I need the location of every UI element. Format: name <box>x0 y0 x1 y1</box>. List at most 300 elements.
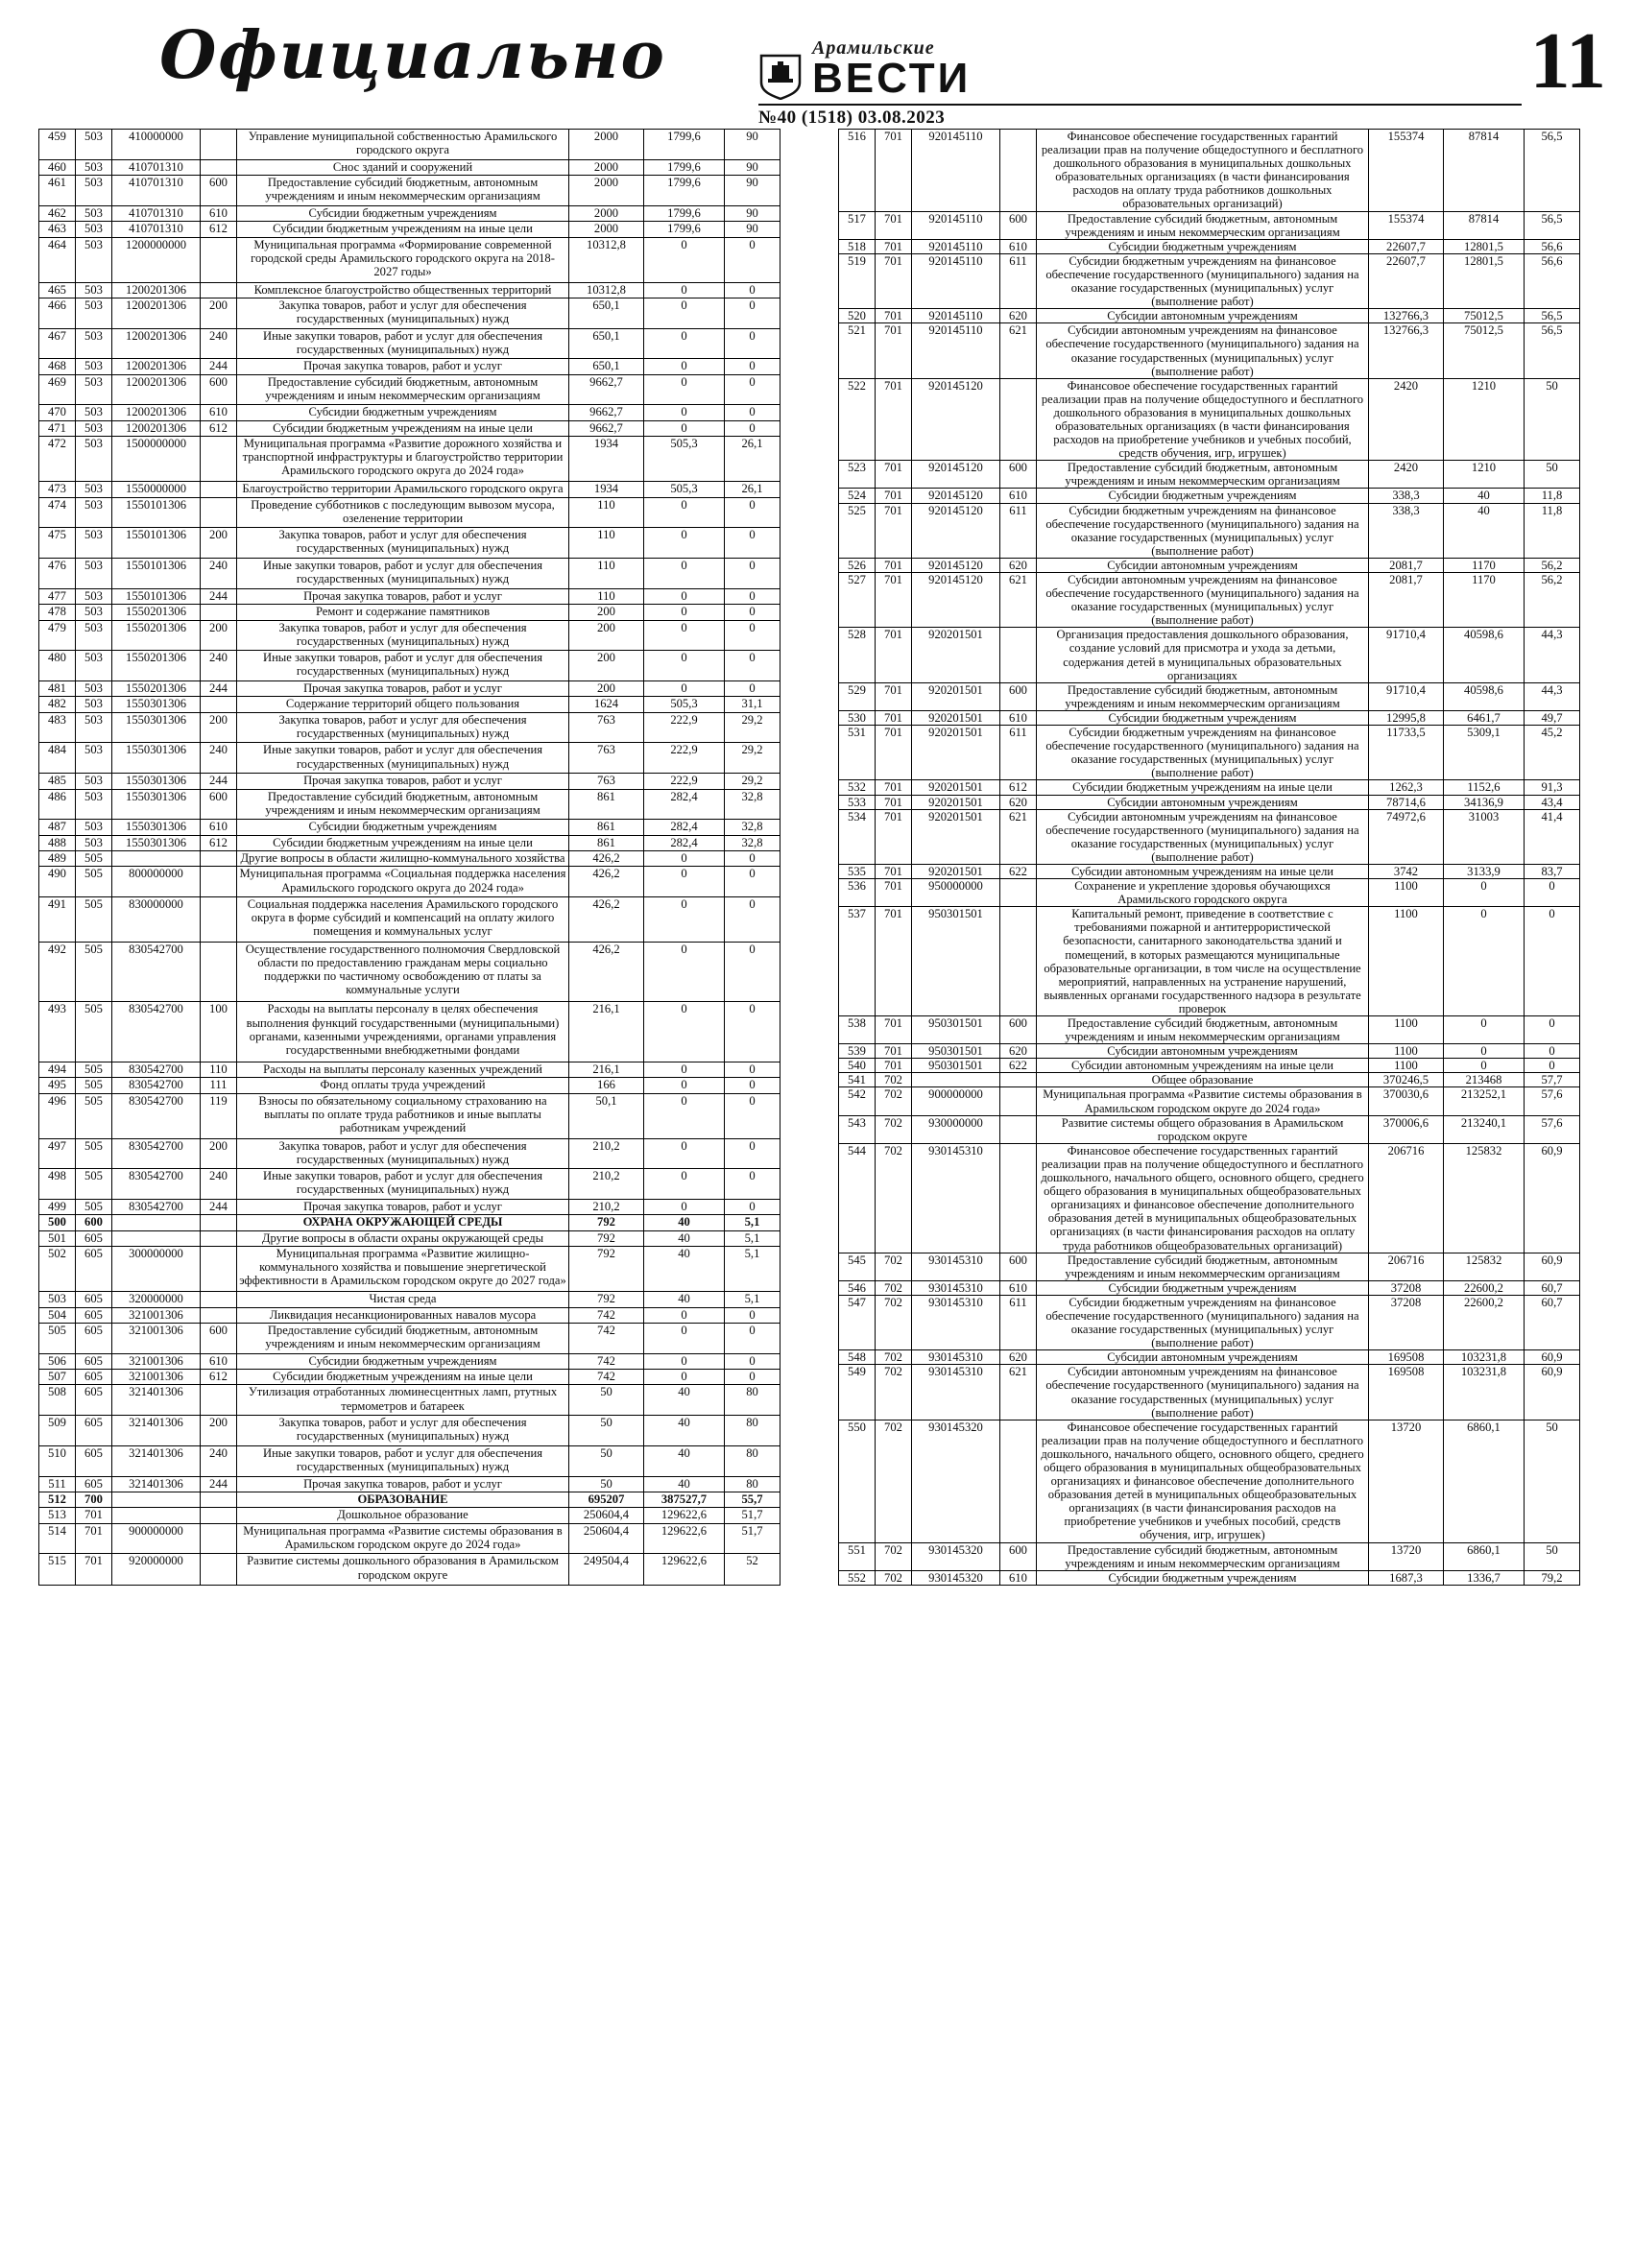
plan-value-cell: 650,1 <box>569 328 644 359</box>
percent-value-cell: 56,6 <box>1525 253 1580 308</box>
percent-value-cell: 80 <box>725 1416 780 1446</box>
expense-name-cell: Субсидии бюджетным учреждениям на финансовое обеспечение государственного (муниципального) задания на оказание государственных (муниципальных) услуг (выполнение работ) <box>1037 503 1369 558</box>
percent-value-cell: 56,5 <box>1525 309 1580 323</box>
plan-value-cell: 110 <box>569 588 644 604</box>
expense-name-cell: Организация предоставления дошкольного образования, создание условий для присмотра и ухода за детьми, содержания детей в муниципальных образовательных организациях <box>1037 628 1369 682</box>
percent-value-cell: 32,8 <box>725 820 780 835</box>
expense-type-cell: 610 <box>201 205 237 221</box>
plan-value-cell: 763 <box>569 743 644 774</box>
row-number-cell: 492 <box>39 943 76 1002</box>
expense-type-cell: 610 <box>201 820 237 835</box>
fact-value-cell: 387527,7 <box>644 1492 725 1507</box>
expense-type-cell: 111 <box>201 1078 237 1093</box>
expense-name-cell: Субсидии бюджетным учреждениям <box>237 1353 569 1369</box>
target-article-cell: 930145320 <box>912 1542 1000 1570</box>
expense-type-cell <box>201 437 237 482</box>
table-row <box>39 867 780 897</box>
fact-value-cell: 3133,9 <box>1444 864 1525 878</box>
brand-name-top: Арамильские <box>812 37 935 59</box>
percent-value-cell: 56,5 <box>1525 211 1580 239</box>
expense-type-cell: 600 <box>1000 1253 1037 1280</box>
percent-value-cell: 0 <box>725 497 780 528</box>
plan-value-cell: 10312,8 <box>569 237 644 282</box>
target-article-cell: 830542700 <box>112 1138 201 1169</box>
chapter-code-cell: 503 <box>76 176 112 206</box>
plan-value-cell: 250604,4 <box>569 1523 644 1554</box>
chapter-code-cell: 702 <box>876 1115 912 1143</box>
target-article-cell: 1550301306 <box>112 712 201 743</box>
fact-value-cell: 0 <box>644 497 725 528</box>
expense-type-cell <box>201 1230 237 1246</box>
percent-value-cell: 0 <box>1525 907 1580 1016</box>
row-number-cell: 546 <box>839 1280 876 1295</box>
budget-table-right <box>838 129 1580 1586</box>
percent-value-cell: 0 <box>725 328 780 359</box>
row-number-cell: 521 <box>839 323 876 378</box>
expense-name-cell: Предоставление субсидий бюджетным, автономным учреждениям и иным некоммерческим организациям <box>237 1324 569 1354</box>
page-number: 11 <box>1529 16 1606 106</box>
chapter-code-cell: 701 <box>876 211 912 239</box>
row-number-cell: 523 <box>839 461 876 489</box>
expense-type-cell <box>1000 1143 1037 1253</box>
row-number-cell: 467 <box>39 328 76 359</box>
expense-type-cell <box>201 1508 237 1523</box>
fact-value-cell: 0 <box>644 588 725 604</box>
plan-value-cell: 50 <box>569 1445 644 1476</box>
percent-value-cell: 56,2 <box>1525 558 1580 572</box>
percent-value-cell: 0 <box>1525 1059 1580 1073</box>
chapter-code-cell: 702 <box>876 1087 912 1115</box>
fact-value-cell: 0 <box>1444 879 1525 907</box>
percent-value-cell: 90 <box>725 222 780 237</box>
table-row <box>839 780 1580 795</box>
chapter-code-cell: 701 <box>876 130 912 212</box>
fact-value-cell: 0 <box>644 1093 725 1138</box>
target-article-cell: 930145320 <box>912 1570 1000 1585</box>
fact-value-cell: 103231,8 <box>1444 1350 1525 1365</box>
fact-value-cell: 40 <box>644 1292 725 1307</box>
plan-value-cell: 861 <box>569 835 644 850</box>
table-row <box>39 1200 780 1215</box>
plan-value-cell: 210,2 <box>569 1138 644 1169</box>
chapter-code-cell: 702 <box>876 1253 912 1280</box>
percent-value-cell: 0 <box>725 943 780 1002</box>
fact-value-cell: 103231,8 <box>1444 1365 1525 1420</box>
chapter-code-cell: 505 <box>76 1138 112 1169</box>
plan-value-cell: 110 <box>569 559 644 589</box>
expense-name-cell: Предоставление субсидий бюджетным, автономным учреждениям и иным некоммерческим организациям <box>237 789 569 820</box>
plan-value-cell: 216,1 <box>569 1002 644 1062</box>
chapter-code-cell: 701 <box>876 573 912 628</box>
row-number-cell: 512 <box>39 1492 76 1507</box>
expense-type-cell: 611 <box>1000 503 1037 558</box>
target-article-cell: 1550101306 <box>112 588 201 604</box>
expense-name-cell: Иные закупки товаров, работ и услуг для обеспечения государственных (муниципальных) нужд <box>237 651 569 681</box>
table-row <box>839 1115 1580 1143</box>
target-article-cell <box>912 1073 1000 1087</box>
table-row <box>39 851 780 867</box>
percent-value-cell: 49,7 <box>1525 710 1580 725</box>
brand-name-bottom: ВЕСТИ <box>812 55 972 102</box>
fact-value-cell: 1170 <box>1444 573 1525 628</box>
table-row <box>39 1062 780 1077</box>
target-article-cell: 1200201306 <box>112 328 201 359</box>
expense-name-cell: Иные закупки товаров, работ и услуг для обеспечения государственных (муниципальных) нужд <box>237 328 569 359</box>
plan-value-cell: 792 <box>569 1247 644 1292</box>
chapter-code-cell: 505 <box>76 943 112 1002</box>
expense-name-cell: Осуществление государственного полномочия Свердловской области по предоставлению гражданам меры социально поддержки по частичному освобождению от платы за коммунальные услуги <box>237 943 569 1002</box>
plan-value-cell: 2420 <box>1369 378 1444 461</box>
percent-value-cell: 57,6 <box>1525 1087 1580 1115</box>
table-row <box>39 1476 780 1492</box>
chapter-code-cell: 605 <box>76 1292 112 1307</box>
target-article-cell: 920145120 <box>912 573 1000 628</box>
chapter-code-cell: 503 <box>76 680 112 696</box>
table-row <box>839 503 1580 558</box>
target-article-cell: 410701310 <box>112 205 201 221</box>
expense-type-cell <box>201 237 237 282</box>
table-row <box>839 378 1580 461</box>
expense-type-cell <box>201 697 237 712</box>
chapter-code-cell: 702 <box>876 1365 912 1420</box>
target-article-cell: 1200201306 <box>112 374 201 405</box>
row-number-cell: 527 <box>839 573 876 628</box>
expense-name-cell: Финансовое обеспечение государственных гарантий реализации прав на получение общедоступного и бесплатного дошкольного образования в муниципальных дошкольных образовательных организациях (в части финансирования расходов на оплату труда работников дошкольных образовательных организаций) <box>1037 130 1369 212</box>
expense-name-cell: Закупка товаров, работ и услуг для обеспечения государственных (муниципальных) нужд <box>237 1138 569 1169</box>
row-number-cell: 461 <box>39 176 76 206</box>
expense-type-cell: 621 <box>1000 323 1037 378</box>
percent-value-cell: 0 <box>725 651 780 681</box>
percent-value-cell: 32,8 <box>725 835 780 850</box>
chapter-code-cell: 605 <box>76 1370 112 1385</box>
fact-value-cell: 0 <box>644 867 725 897</box>
target-article-cell: 950000000 <box>912 879 1000 907</box>
target-article-cell: 321001306 <box>112 1324 201 1354</box>
fact-value-cell: 5309,1 <box>1444 726 1525 780</box>
expense-type-cell: 200 <box>201 620 237 651</box>
target-article-cell: 920145110 <box>912 211 1000 239</box>
fact-value-cell: 0 <box>644 298 725 328</box>
row-number-cell: 515 <box>39 1554 76 1585</box>
expense-name-cell: Субсидии бюджетным учреждениям на финансовое обеспечение государственного (муниципального) задания на оказание государственных (муниципальных) услуг (выполнение работ) <box>1037 253 1369 308</box>
expense-name-cell: Прочая закупка товаров, работ и услуг <box>237 1476 569 1492</box>
target-article-cell: 830542700 <box>112 943 201 1002</box>
target-article-cell: 830542700 <box>112 1169 201 1200</box>
fact-value-cell: 0 <box>644 1200 725 1215</box>
chapter-code-cell: 701 <box>876 1044 912 1059</box>
table-row <box>39 605 780 620</box>
row-number-cell: 511 <box>39 1476 76 1492</box>
expense-name-cell: Другие вопросы в области жилищно-коммунального хозяйства <box>237 851 569 867</box>
fact-value-cell: 1799,6 <box>644 205 725 221</box>
fact-value-cell: 0 <box>644 282 725 298</box>
target-article-cell: 920201501 <box>912 710 1000 725</box>
row-number-cell: 466 <box>39 298 76 328</box>
target-article-cell: 1200201306 <box>112 282 201 298</box>
row-number-cell: 510 <box>39 1445 76 1476</box>
percent-value-cell: 0 <box>1525 1044 1580 1059</box>
row-number-cell: 480 <box>39 651 76 681</box>
percent-value-cell: 60,9 <box>1525 1143 1580 1253</box>
expense-type-cell: 100 <box>201 1002 237 1062</box>
row-number-cell: 471 <box>39 420 76 436</box>
expense-name-cell: Субсидии бюджетным учреждениям <box>1037 710 1369 725</box>
row-number-cell: 505 <box>39 1324 76 1354</box>
percent-value-cell: 56,2 <box>1525 573 1580 628</box>
table-row <box>839 253 1580 308</box>
target-article-cell: 920145120 <box>912 503 1000 558</box>
chapter-code-cell: 503 <box>76 743 112 774</box>
table-row <box>39 588 780 604</box>
fact-value-cell: 40598,6 <box>1444 628 1525 682</box>
target-article-cell: 410701310 <box>112 159 201 175</box>
expense-name-cell: Закупка товаров, работ и услуг для обеспечения государственных (муниципальных) нужд <box>237 620 569 651</box>
chapter-code-cell: 503 <box>76 205 112 221</box>
row-number-cell: 500 <box>39 1215 76 1230</box>
target-article-cell: 830542700 <box>112 1093 201 1138</box>
plan-value-cell: 426,2 <box>569 851 644 867</box>
table-row <box>839 1143 1580 1253</box>
plan-value-cell: 166 <box>569 1078 644 1093</box>
row-number-cell: 530 <box>839 710 876 725</box>
expense-type-cell: 119 <box>201 1093 237 1138</box>
row-number-cell: 529 <box>839 682 876 710</box>
chapter-code-cell: 702 <box>876 1350 912 1365</box>
expense-name-cell: Муниципальная программа «Развитие системы образования в Арамильском городском округе до 2024 года» <box>1037 1087 1369 1115</box>
table-row <box>839 1073 1580 1087</box>
row-number-cell: 533 <box>839 795 876 809</box>
expense-type-cell <box>201 867 237 897</box>
chapter-code-cell: 505 <box>76 867 112 897</box>
expense-type-cell: 612 <box>201 222 237 237</box>
target-article-cell: 920145110 <box>912 239 1000 253</box>
row-number-cell: 478 <box>39 605 76 620</box>
percent-value-cell: 26,1 <box>725 482 780 497</box>
expense-name-cell: Содержание территорий общего пользования <box>237 697 569 712</box>
table-row <box>39 176 780 206</box>
plan-value-cell: 22607,7 <box>1369 253 1444 308</box>
plan-value-cell: 650,1 <box>569 359 644 374</box>
target-article-cell: 930145310 <box>912 1280 1000 1295</box>
fact-value-cell: 1210 <box>1444 461 1525 489</box>
target-article-cell <box>112 1492 201 1507</box>
target-article-cell: 830000000 <box>112 897 201 943</box>
plan-value-cell: 2081,7 <box>1369 558 1444 572</box>
target-article-cell: 950301501 <box>912 1016 1000 1044</box>
expense-name-cell: Субсидии бюджетным учреждениям на иные цели <box>237 222 569 237</box>
percent-value-cell: 80 <box>725 1385 780 1416</box>
plan-value-cell: 1934 <box>569 482 644 497</box>
percent-value-cell: 60,7 <box>1525 1280 1580 1295</box>
plan-value-cell: 91710,4 <box>1369 628 1444 682</box>
row-number-cell: 531 <box>839 726 876 780</box>
expense-type-cell: 244 <box>201 588 237 604</box>
chapter-code-cell: 503 <box>76 405 112 420</box>
row-number-cell: 543 <box>839 1115 876 1143</box>
target-article-cell: 1200201306 <box>112 359 201 374</box>
fact-value-cell: 0 <box>644 420 725 436</box>
row-number-cell: 545 <box>839 1253 876 1280</box>
row-number-cell: 535 <box>839 864 876 878</box>
row-number-cell: 499 <box>39 1200 76 1215</box>
row-number-cell: 479 <box>39 620 76 651</box>
expense-name-cell: Закупка товаров, работ и услуг для обеспечения государственных (муниципальных) нужд <box>237 298 569 328</box>
target-article-cell: 1550201306 <box>112 620 201 651</box>
plan-value-cell: 50 <box>569 1385 644 1416</box>
table-row <box>839 461 1580 489</box>
percent-value-cell: 0 <box>1525 1016 1580 1044</box>
target-article-cell: 1550301306 <box>112 774 201 789</box>
chapter-code-cell: 503 <box>76 528 112 559</box>
percent-value-cell: 52 <box>725 1554 780 1585</box>
expense-name-cell: ОБРАЗОВАНИЕ <box>237 1492 569 1507</box>
row-number-cell: 490 <box>39 867 76 897</box>
table-row <box>39 1138 780 1169</box>
expense-name-cell: Субсидии бюджетным учреждениям на иные цели <box>237 1370 569 1385</box>
target-article-cell: 1550201306 <box>112 605 201 620</box>
fact-value-cell: 0 <box>644 1324 725 1354</box>
fact-value-cell: 1799,6 <box>644 130 725 160</box>
row-number-cell: 550 <box>839 1420 876 1542</box>
expense-name-cell: Субсидии бюджетным учреждениям на иные цели <box>237 835 569 850</box>
expense-name-cell: Прочая закупка товаров, работ и услуг <box>237 680 569 696</box>
target-article-cell: 930145310 <box>912 1143 1000 1253</box>
target-article-cell: 321001306 <box>112 1307 201 1323</box>
row-number-cell: 501 <box>39 1230 76 1246</box>
expense-type-cell <box>201 1492 237 1507</box>
table-row <box>839 907 1580 1016</box>
target-article-cell: 930145310 <box>912 1365 1000 1420</box>
header-divider <box>758 104 1522 106</box>
table-row <box>839 1253 1580 1280</box>
expense-type-cell: 600 <box>201 1324 237 1354</box>
table-row <box>839 682 1580 710</box>
fact-value-cell: 22600,2 <box>1444 1295 1525 1349</box>
issue-info: №40 (1518) 03.08.2023 <box>758 107 946 128</box>
fact-value-cell: 0 <box>644 559 725 589</box>
row-number-cell: 528 <box>839 628 876 682</box>
chapter-code-cell: 503 <box>76 420 112 436</box>
chapter-code-cell: 503 <box>76 620 112 651</box>
expense-type-cell: 244 <box>201 774 237 789</box>
plan-value-cell: 763 <box>569 712 644 743</box>
percent-value-cell: 5,1 <box>725 1215 780 1230</box>
plan-value-cell: 742 <box>569 1307 644 1323</box>
target-article-cell: 1550301306 <box>112 743 201 774</box>
plan-value-cell: 742 <box>569 1370 644 1385</box>
table-row <box>839 726 1580 780</box>
table-row <box>839 489 1580 503</box>
fact-value-cell: 0 <box>644 605 725 620</box>
chapter-code-cell: 701 <box>876 780 912 795</box>
table-row <box>839 1350 1580 1365</box>
percent-value-cell: 0 <box>725 282 780 298</box>
chapter-code-cell: 605 <box>76 1385 112 1416</box>
plan-value-cell: 2000 <box>569 130 644 160</box>
chapter-code-cell: 702 <box>876 1143 912 1253</box>
expense-name-cell: Предоставление субсидий бюджетным, автономным учреждениям и иным некоммерческим организациям <box>1037 461 1369 489</box>
row-number-cell: 537 <box>839 907 876 1016</box>
expense-type-cell: 240 <box>201 651 237 681</box>
plan-value-cell: 792 <box>569 1230 644 1246</box>
chapter-code-cell: 702 <box>876 1280 912 1295</box>
expense-type-cell <box>201 1247 237 1292</box>
percent-value-cell: 44,3 <box>1525 682 1580 710</box>
percent-value-cell: 11,8 <box>1525 503 1580 558</box>
fact-value-cell: 6461,7 <box>1444 710 1525 725</box>
plan-value-cell: 200 <box>569 605 644 620</box>
row-number-cell: 465 <box>39 282 76 298</box>
chapter-code-cell: 605 <box>76 1247 112 1292</box>
percent-value-cell: 0 <box>725 420 780 436</box>
expense-name-cell: Прочая закупка товаров, работ и услуг <box>237 359 569 374</box>
target-article-cell: 830542700 <box>112 1002 201 1062</box>
fact-value-cell: 40 <box>644 1230 725 1246</box>
table-row <box>39 405 780 420</box>
fact-value-cell: 40 <box>1444 489 1525 503</box>
expense-type-cell: 610 <box>1000 489 1037 503</box>
expense-type-cell: 244 <box>201 1200 237 1215</box>
expense-type-cell <box>201 897 237 943</box>
plan-value-cell: 1100 <box>1369 1044 1444 1059</box>
expense-name-cell: Предоставление субсидий бюджетным, автономным учреждениям и иным некоммерческим организациям <box>1037 1016 1369 1044</box>
target-article-cell: 930145310 <box>912 1253 1000 1280</box>
fact-value-cell: 40 <box>644 1385 725 1416</box>
target-article-cell: 830542700 <box>112 1200 201 1215</box>
chapter-code-cell: 503 <box>76 482 112 497</box>
chapter-code-cell: 503 <box>76 774 112 789</box>
chapter-code-cell: 505 <box>76 1169 112 1200</box>
plan-value-cell: 1100 <box>1369 1016 1444 1044</box>
chapter-code-cell: 605 <box>76 1353 112 1369</box>
expense-type-cell: 611 <box>1000 1295 1037 1349</box>
row-number-cell: 469 <box>39 374 76 405</box>
fact-value-cell: 0 <box>644 1307 725 1323</box>
expense-type-cell <box>1000 879 1037 907</box>
fact-value-cell: 0 <box>644 405 725 420</box>
expense-name-cell: Субсидии бюджетным учреждениям на иные цели <box>1037 780 1369 795</box>
percent-value-cell: 0 <box>725 897 780 943</box>
expense-type-cell <box>1000 378 1037 461</box>
table-row <box>39 743 780 774</box>
target-article-cell: 930145310 <box>912 1295 1000 1349</box>
plan-value-cell: 742 <box>569 1324 644 1354</box>
fact-value-cell: 1799,6 <box>644 176 725 206</box>
target-article-cell: 1550201306 <box>112 651 201 681</box>
expense-type-cell <box>201 159 237 175</box>
plan-value-cell: 1100 <box>1369 1059 1444 1073</box>
plan-value-cell: 110 <box>569 528 644 559</box>
row-number-cell: 517 <box>839 211 876 239</box>
expense-type-cell: 600 <box>201 176 237 206</box>
expense-name-cell: Субсидии автономным учреждениям на финансовое обеспечение государственного (муниципального) задания на оказание государственных (муниципальных) услуг (выполнение работ) <box>1037 1365 1369 1420</box>
expense-name-cell: Взносы по обязательному социальному страхованию на выплаты по оплате труда работников и иные выплаты работникам учреждений <box>237 1093 569 1138</box>
table-row <box>839 1016 1580 1044</box>
chapter-code-cell: 701 <box>876 864 912 878</box>
page-header <box>0 0 1633 128</box>
table-row <box>39 1169 780 1200</box>
fact-value-cell: 125832 <box>1444 1253 1525 1280</box>
fact-value-cell: 213468 <box>1444 1073 1525 1087</box>
plan-value-cell: 50 <box>569 1416 644 1446</box>
chapter-code-cell: 702 <box>876 1570 912 1585</box>
expense-type-cell: 110 <box>201 1062 237 1077</box>
brand-text <box>812 38 971 100</box>
fact-value-cell: 282,4 <box>644 820 725 835</box>
plan-value-cell: 861 <box>569 820 644 835</box>
table-row <box>839 1365 1580 1420</box>
percent-value-cell: 0 <box>725 851 780 867</box>
